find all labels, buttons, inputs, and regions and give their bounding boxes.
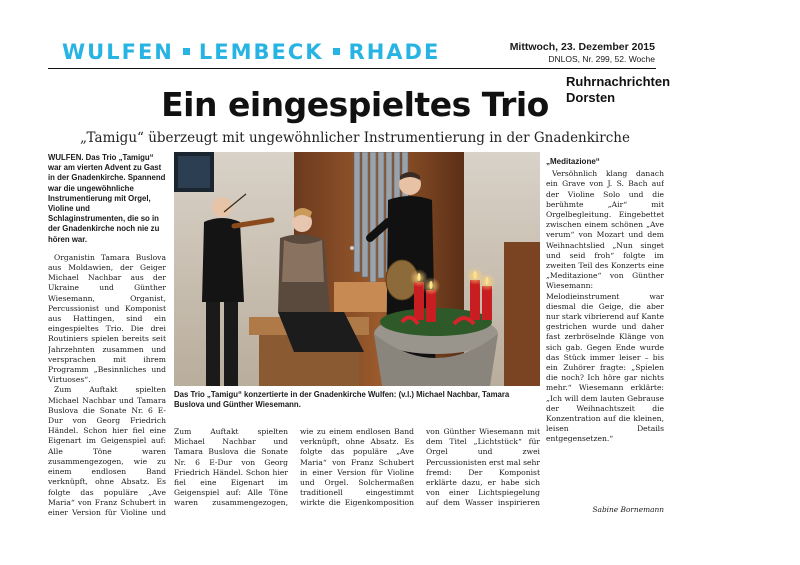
photo-illustration — [174, 152, 540, 386]
article-column-5 — [546, 153, 664, 503]
article-lead: WULFEN. Das Trio „Tamigu“ war am vierten Advent zu Gast in der Gnadenkirche. Spannend war die ungewöhnliche Instrumentierung mit Orgel, Violine und Schlaginstrumenten, die so in der Gnadenkirche noch nie zu hören war. — [48, 153, 166, 244]
masthead-rhade: RHADE — [348, 40, 441, 64]
article-paragraph: Versöhnlich klang danach ein Grave von J. S. Bach auf der Violine Solo und die berühmte „Air“ mit Orgelbegleitung. Eingebettet zwischen einem schönen „Ave verum“ von Mozart und dem Weihnachtslied „Nun singet und seid froh“ folgte im zweiten Teil des Konzerts eine „Meditazione“ von Günther Wiesemann: Melodieinstrument war diesmal die Geige, die aber nur stark vibrierend auf Kante gestrichen wurde und daher fast zerbröselnde Klänge von sich gab. Gegen Ende wurde das Stück immer leiser – bis ein Zuhörer fragte: „Spielen die noch? Ich höre gar nichts mehr.“ Wiesemann erklärte: „Ich will dem lauten Gebrause der Weihnachtszeit die Konzentration auf die kleinen, leisen Details entgegensetzen.“ — [546, 169, 664, 444]
masthead-separator — [333, 48, 340, 55]
article-paragraph: Organistin Tamara Buslova aus Moldawien, der Geiger Michael Nachbar aus der Ukraine und Günther Wiesemann, Organist, Percussionist und Komponist aus Hattingen, sind ein eingespieltes Trio. Die drei Routiniers spielen bereits seit Jahrzehnten zusammen und versprachen mit ihrem Programm „Besinnliches und Virtuoses“. — [48, 252, 166, 385]
masthead-lembeck: LEMBECK — [198, 40, 324, 64]
article-paragraph-continued: Zum Auftakt spielten Michael Nachbar und Tamara Buslova die Sonate Nr. 6 E-Dur von Georg Friedrich Händel. Schon hier fiel eine Eigenart im Geigenspiel auf: Alle Töne waren zusammengezogen, wie zu einem endlosen Band verknüpft, ohne Absatz. Es folgte das populäre „Ave Maria“ von Franz Schubert in einer Version für Violine und Orgel. Solchermaßen traditionell eingestimmt wirkte die Eigenkomposition von Günther Wiesemann mit dem Titel „Lichtstück“ für Orgel und zwei Percussionisten erst mal sehr fremd: Der Komponist erklärte dazu, er habe sich von einer Lichtspiegelung auf dem Wasser inspirieren — [174, 427, 540, 508]
masthead-wulfen: WULFEN — [62, 40, 174, 64]
byline: Sabine Bornemann — [592, 505, 664, 514]
article-columns-bottom — [174, 427, 540, 517]
masthead-separator — [183, 48, 190, 55]
article-column-1 — [48, 153, 166, 517]
subheadline: „Tamigu“ überzeugt mit ungewöhnlicher Instrumentierung in der Gnadenkirche — [80, 130, 630, 146]
masthead-rule — [48, 68, 656, 69]
photo-caption: Das Trio „Tamigu“ konzertierte in der Gnadenkirche Wulfen: (v.l.) Michael Nachbar, Tamara Buslova und Günther Wiesemann. — [174, 390, 510, 410]
issue-date: Mittwoch, 23. Dezember 2015 — [509, 41, 655, 53]
issue-number: DNLOS, Nr. 299, 52. Woche — [548, 54, 655, 64]
headline: Ein eingespieltes Trio — [161, 85, 549, 124]
source-city: Dorsten — [566, 90, 616, 105]
masthead — [62, 40, 440, 64]
article-paragraph: Zum Auftakt spielten Michael Nachbar und Tamara Buslova die Sonate Nr. 6 E-Dur von Georg Friedrich Händel. Schon hier fiel eine Eigenart im Geigenspiel auf: Alle Töne waren zusammengezogen, wie zu einem endlosen Band verknüpft, ohne Absatz. Es folgte das populäre „Ave Maria“ von Franz Schubert in einer Version für Violine und — [48, 385, 166, 517]
concert-photo — [174, 152, 540, 386]
section-heading: „Meditazione“ — [546, 157, 600, 166]
source-name: Ruhrnachrichten — [566, 74, 671, 89]
